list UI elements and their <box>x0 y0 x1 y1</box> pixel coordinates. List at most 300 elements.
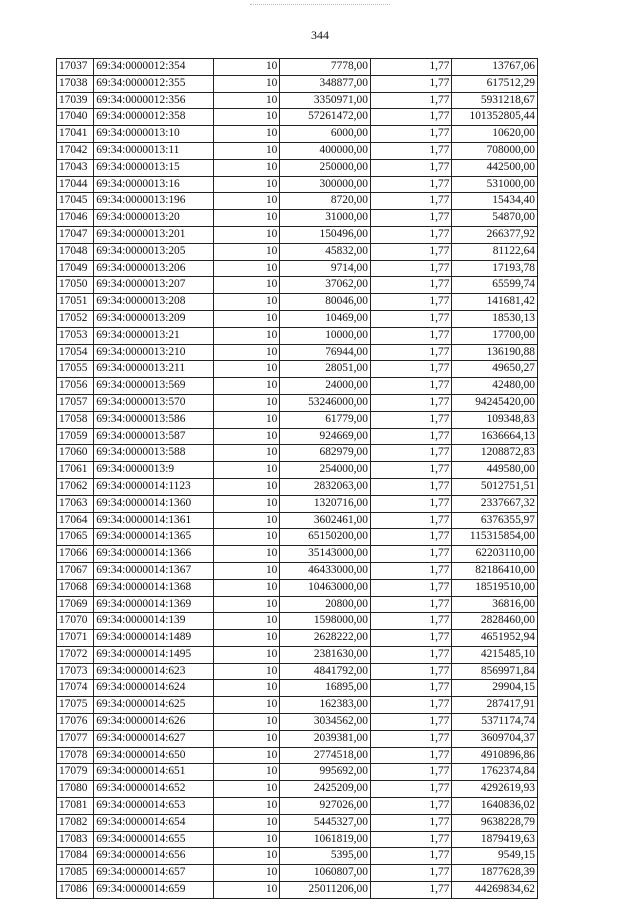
total-cell: 2828460,00 <box>452 613 538 630</box>
count-cell: 10 <box>213 277 279 294</box>
total-cell: 4292619,93 <box>452 781 538 798</box>
count-cell: 10 <box>213 546 279 563</box>
row-number: 17078 <box>57 747 94 764</box>
total-cell: 94245420,00 <box>452 394 538 411</box>
table-row <box>57 764 538 781</box>
rate-cell: 1,77 <box>370 478 452 495</box>
row-number: 17047 <box>57 226 94 243</box>
cadastral-number: 69:34:0000014:625 <box>94 697 214 714</box>
count-cell: 10 <box>213 394 279 411</box>
value-cell: 7778,00 <box>280 59 371 76</box>
cadastral-number: 69:34:0000013:208 <box>94 294 214 311</box>
table-row <box>57 714 538 731</box>
rate-cell: 1,77 <box>370 680 452 697</box>
table-row <box>57 411 538 428</box>
rate-cell: 1,77 <box>370 327 452 344</box>
rate-cell: 1,77 <box>370 714 452 731</box>
scan-artifact <box>250 4 390 9</box>
total-cell: 62203110,00 <box>452 546 538 563</box>
total-cell: 1879419,63 <box>452 831 538 848</box>
total-cell: 141681,42 <box>452 294 538 311</box>
count-cell: 10 <box>213 831 279 848</box>
row-number: 17058 <box>57 411 94 428</box>
row-number: 17084 <box>57 848 94 865</box>
row-number: 17062 <box>57 478 94 495</box>
row-number: 17055 <box>57 361 94 378</box>
value-cell: 924669,00 <box>280 428 371 445</box>
total-cell: 10620,00 <box>452 126 538 143</box>
value-cell: 3034562,00 <box>280 714 371 731</box>
cadastral-number: 69:34:0000014:1361 <box>94 512 214 529</box>
count-cell: 10 <box>213 697 279 714</box>
count-cell: 10 <box>213 159 279 176</box>
row-number: 17059 <box>57 428 94 445</box>
value-cell: 254000,00 <box>280 462 371 479</box>
total-cell: 1640836,02 <box>452 798 538 815</box>
rate-cell: 1,77 <box>370 630 452 647</box>
row-number: 17042 <box>57 142 94 159</box>
table-row <box>57 394 538 411</box>
count-cell: 10 <box>213 361 279 378</box>
row-number: 17051 <box>57 294 94 311</box>
row-number: 17083 <box>57 831 94 848</box>
count-cell: 10 <box>213 814 279 831</box>
value-cell: 2628222,00 <box>280 630 371 647</box>
total-cell: 1208872,83 <box>452 445 538 462</box>
row-number: 17066 <box>57 546 94 563</box>
cadastral-number: 69:34:0000013:11 <box>94 142 214 159</box>
rate-cell: 1,77 <box>370 411 452 428</box>
total-cell: 42480,00 <box>452 378 538 395</box>
row-number: 17038 <box>57 75 94 92</box>
row-number: 17075 <box>57 697 94 714</box>
cadastral-number: 69:34:0000012:355 <box>94 75 214 92</box>
value-cell: 3350971,00 <box>280 92 371 109</box>
total-cell: 15434,40 <box>452 193 538 210</box>
table-row <box>57 730 538 747</box>
rate-cell: 1,77 <box>370 646 452 663</box>
table-row <box>57 176 538 193</box>
rate-cell: 1,77 <box>370 428 452 445</box>
row-number: 17080 <box>57 781 94 798</box>
rate-cell: 1,77 <box>370 260 452 277</box>
rate-cell: 1,77 <box>370 92 452 109</box>
value-cell: 150496,00 <box>280 226 371 243</box>
value-cell: 53246000,00 <box>280 394 371 411</box>
rate-cell: 1,77 <box>370 344 452 361</box>
rate-cell: 1,77 <box>370 848 452 865</box>
total-cell: 1762374,84 <box>452 764 538 781</box>
table-row <box>57 142 538 159</box>
row-number: 17045 <box>57 193 94 210</box>
row-number: 17074 <box>57 680 94 697</box>
row-number: 17048 <box>57 243 94 260</box>
total-cell: 287417,91 <box>452 697 538 714</box>
row-number: 17064 <box>57 512 94 529</box>
cadastral-number: 69:34:0000014:1366 <box>94 546 214 563</box>
rate-cell: 1,77 <box>370 193 452 210</box>
row-number: 17071 <box>57 630 94 647</box>
cadastral-number: 69:34:0000014:655 <box>94 831 214 848</box>
cadastral-number: 69:34:0000013:569 <box>94 378 214 395</box>
row-number: 17054 <box>57 344 94 361</box>
count-cell: 10 <box>213 176 279 193</box>
table-row <box>57 193 538 210</box>
table-row <box>57 310 538 327</box>
count-cell: 10 <box>213 243 279 260</box>
row-number: 17052 <box>57 310 94 327</box>
count-cell: 10 <box>213 495 279 512</box>
row-number: 17049 <box>57 260 94 277</box>
cadastral-number: 69:34:0000014:1489 <box>94 630 214 647</box>
cadastral-number: 69:34:0000014:139 <box>94 613 214 630</box>
row-number: 17063 <box>57 495 94 512</box>
total-cell: 442500,00 <box>452 159 538 176</box>
cadastral-number: 69:34:0000013:9 <box>94 462 214 479</box>
table-row <box>57 126 538 143</box>
value-cell: 20800,00 <box>280 596 371 613</box>
cadastral-number: 69:34:0000013:206 <box>94 260 214 277</box>
count-cell: 10 <box>213 630 279 647</box>
total-cell: 136190,88 <box>452 344 538 361</box>
rate-cell: 1,77 <box>370 176 452 193</box>
count-cell: 10 <box>213 210 279 227</box>
total-cell: 9638228,79 <box>452 814 538 831</box>
total-cell: 6376355,97 <box>452 512 538 529</box>
value-cell: 5445327,00 <box>280 814 371 831</box>
count-cell: 10 <box>213 646 279 663</box>
rate-cell: 1,77 <box>370 495 452 512</box>
value-cell: 2425209,00 <box>280 781 371 798</box>
row-number: 17082 <box>57 814 94 831</box>
value-cell: 2832063,00 <box>280 478 371 495</box>
count-cell: 10 <box>213 59 279 76</box>
table-row <box>57 428 538 445</box>
count-cell: 10 <box>213 680 279 697</box>
cadastral-number: 69:34:0000013:21 <box>94 327 214 344</box>
value-cell: 9714,00 <box>280 260 371 277</box>
row-number: 17072 <box>57 646 94 663</box>
cadastral-number: 69:34:0000012:354 <box>94 59 214 76</box>
total-cell: 18519510,00 <box>452 579 538 596</box>
value-cell: 4841792,00 <box>280 663 371 680</box>
count-cell: 10 <box>213 109 279 126</box>
count-cell: 10 <box>213 92 279 109</box>
rate-cell: 1,77 <box>370 697 452 714</box>
count-cell: 10 <box>213 75 279 92</box>
table-row <box>57 378 538 395</box>
total-cell: 13767,06 <box>452 59 538 76</box>
value-cell: 45832,00 <box>280 243 371 260</box>
table-row <box>57 243 538 260</box>
cadastral-number: 69:34:0000014:1367 <box>94 562 214 579</box>
total-cell: 4651952,94 <box>452 630 538 647</box>
table-row <box>57 260 538 277</box>
cadastral-number: 69:34:0000014:1495 <box>94 646 214 663</box>
row-number: 17053 <box>57 327 94 344</box>
table-row <box>57 294 538 311</box>
value-cell: 65150200,00 <box>280 529 371 546</box>
row-number: 17073 <box>57 663 94 680</box>
value-cell: 2039381,00 <box>280 730 371 747</box>
rate-cell: 1,77 <box>370 663 452 680</box>
value-cell: 6000,00 <box>280 126 371 143</box>
rate-cell: 1,77 <box>370 562 452 579</box>
cadastral-number: 69:34:0000014:1365 <box>94 529 214 546</box>
cadastral-table <box>56 58 538 899</box>
table-row <box>57 210 538 227</box>
count-cell: 10 <box>213 462 279 479</box>
value-cell: 61779,00 <box>280 411 371 428</box>
rate-cell: 1,77 <box>370 882 452 899</box>
table-row <box>57 663 538 680</box>
count-cell: 10 <box>213 310 279 327</box>
rate-cell: 1,77 <box>370 747 452 764</box>
table-body <box>57 59 538 899</box>
count-cell: 10 <box>213 411 279 428</box>
count-cell: 10 <box>213 730 279 747</box>
table-row <box>57 277 538 294</box>
table-row <box>57 562 538 579</box>
page-number: 344 <box>311 28 329 42</box>
count-cell: 10 <box>213 663 279 680</box>
value-cell: 682979,00 <box>280 445 371 462</box>
table-row <box>57 344 538 361</box>
value-cell: 5395,00 <box>280 848 371 865</box>
cadastral-number: 69:34:0000013:211 <box>94 361 214 378</box>
table-row <box>57 59 538 76</box>
rate-cell: 1,77 <box>370 512 452 529</box>
count-cell: 10 <box>213 764 279 781</box>
value-cell: 1060807,00 <box>280 865 371 882</box>
count-cell: 10 <box>213 478 279 495</box>
total-cell: 708000,00 <box>452 142 538 159</box>
value-cell: 1061819,00 <box>280 831 371 848</box>
value-cell: 1320716,00 <box>280 495 371 512</box>
value-cell: 3602461,00 <box>280 512 371 529</box>
cadastral-number: 69:34:0000014:1123 <box>94 478 214 495</box>
row-number: 17060 <box>57 445 94 462</box>
total-cell: 8569971,84 <box>452 663 538 680</box>
table-row <box>57 646 538 663</box>
table-row <box>57 75 538 92</box>
cadastral-number: 69:34:0000014:650 <box>94 747 214 764</box>
cadastral-number: 69:34:0000014:659 <box>94 882 214 899</box>
table-row <box>57 848 538 865</box>
count-cell: 10 <box>213 747 279 764</box>
total-cell: 266377,92 <box>452 226 538 243</box>
table-row <box>57 781 538 798</box>
total-cell: 54870,00 <box>452 210 538 227</box>
count-cell: 10 <box>213 512 279 529</box>
count-cell: 10 <box>213 294 279 311</box>
count-cell: 10 <box>213 445 279 462</box>
cadastral-number: 69:34:0000013:209 <box>94 310 214 327</box>
row-number: 17043 <box>57 159 94 176</box>
value-cell: 2381630,00 <box>280 646 371 663</box>
cadastral-number: 69:34:0000013:205 <box>94 243 214 260</box>
value-cell: 10463000,00 <box>280 579 371 596</box>
rate-cell: 1,77 <box>370 596 452 613</box>
value-cell: 995692,00 <box>280 764 371 781</box>
row-number: 17065 <box>57 529 94 546</box>
rate-cell: 1,77 <box>370 159 452 176</box>
cadastral-number: 69:34:0000014:624 <box>94 680 214 697</box>
total-cell: 4910896,86 <box>452 747 538 764</box>
rate-cell: 1,77 <box>370 798 452 815</box>
cadastral-number: 69:34:0000012:358 <box>94 109 214 126</box>
table-row <box>57 579 538 596</box>
table-row <box>57 92 538 109</box>
cadastral-number: 69:34:0000013:196 <box>94 193 214 210</box>
rate-cell: 1,77 <box>370 394 452 411</box>
count-cell: 10 <box>213 344 279 361</box>
total-cell: 44269834,62 <box>452 882 538 899</box>
cadastral-number: 69:34:0000013:586 <box>94 411 214 428</box>
value-cell: 76944,00 <box>280 344 371 361</box>
row-number: 17085 <box>57 865 94 882</box>
count-cell: 10 <box>213 714 279 731</box>
rate-cell: 1,77 <box>370 546 452 563</box>
total-cell: 17193,78 <box>452 260 538 277</box>
rate-cell: 1,77 <box>370 579 452 596</box>
rate-cell: 1,77 <box>370 730 452 747</box>
count-cell: 10 <box>213 260 279 277</box>
cadastral-number: 69:34:0000013:201 <box>94 226 214 243</box>
row-number: 17037 <box>57 59 94 76</box>
table-row <box>57 680 538 697</box>
table-row <box>57 109 538 126</box>
total-cell: 17700,00 <box>452 327 538 344</box>
rate-cell: 1,77 <box>370 109 452 126</box>
row-number: 17076 <box>57 714 94 731</box>
cadastral-number: 69:34:0000014:657 <box>94 865 214 882</box>
rate-cell: 1,77 <box>370 142 452 159</box>
count-cell: 10 <box>213 226 279 243</box>
total-cell: 18530,13 <box>452 310 538 327</box>
table-row <box>57 697 538 714</box>
value-cell: 400000,00 <box>280 142 371 159</box>
rate-cell: 1,77 <box>370 75 452 92</box>
value-cell: 35143000,00 <box>280 546 371 563</box>
table-row <box>57 445 538 462</box>
total-cell: 29904,15 <box>452 680 538 697</box>
table-row <box>57 361 538 378</box>
rate-cell: 1,77 <box>370 865 452 882</box>
total-cell: 49650,27 <box>452 361 538 378</box>
value-cell: 46433000,00 <box>280 562 371 579</box>
rate-cell: 1,77 <box>370 126 452 143</box>
total-cell: 4215485,10 <box>452 646 538 663</box>
count-cell: 10 <box>213 562 279 579</box>
row-number: 17077 <box>57 730 94 747</box>
rate-cell: 1,77 <box>370 613 452 630</box>
row-number: 17056 <box>57 378 94 395</box>
value-cell: 24000,00 <box>280 378 371 395</box>
total-cell: 81122,64 <box>452 243 538 260</box>
count-cell: 10 <box>213 193 279 210</box>
rate-cell: 1,77 <box>370 59 452 76</box>
rate-cell: 1,77 <box>370 764 452 781</box>
total-cell: 617512,29 <box>452 75 538 92</box>
value-cell: 31000,00 <box>280 210 371 227</box>
cadastral-number: 69:34:0000013:207 <box>94 277 214 294</box>
table-row <box>57 814 538 831</box>
count-cell: 10 <box>213 428 279 445</box>
rate-cell: 1,77 <box>370 831 452 848</box>
total-cell: 65599,74 <box>452 277 538 294</box>
total-cell: 109348,83 <box>452 411 538 428</box>
row-number: 17070 <box>57 613 94 630</box>
rate-cell: 1,77 <box>370 243 452 260</box>
rate-cell: 1,77 <box>370 277 452 294</box>
cadastral-number: 69:34:0000013:20 <box>94 210 214 227</box>
value-cell: 10469,00 <box>280 310 371 327</box>
cadastral-number: 69:34:0000013:210 <box>94 344 214 361</box>
total-cell: 82186410,00 <box>452 562 538 579</box>
count-cell: 10 <box>213 882 279 899</box>
count-cell: 10 <box>213 596 279 613</box>
count-cell: 10 <box>213 126 279 143</box>
row-number: 17061 <box>57 462 94 479</box>
value-cell: 57261472,00 <box>280 109 371 126</box>
cadastral-number: 69:34:0000013:16 <box>94 176 214 193</box>
value-cell: 28051,00 <box>280 361 371 378</box>
total-cell: 1636664,13 <box>452 428 538 445</box>
count-cell: 10 <box>213 378 279 395</box>
total-cell: 36816,00 <box>452 596 538 613</box>
rate-cell: 1,77 <box>370 462 452 479</box>
total-cell: 5012751,51 <box>452 478 538 495</box>
table-row <box>57 546 538 563</box>
cadastral-number: 69:34:0000013:570 <box>94 394 214 411</box>
value-cell: 25011206,00 <box>280 882 371 899</box>
value-cell: 348877,00 <box>280 75 371 92</box>
total-cell: 5931218,67 <box>452 92 538 109</box>
rate-cell: 1,77 <box>370 294 452 311</box>
cadastral-number: 69:34:0000014:656 <box>94 848 214 865</box>
total-cell: 531000,00 <box>452 176 538 193</box>
table-row <box>57 747 538 764</box>
table-row <box>57 630 538 647</box>
row-number: 17068 <box>57 579 94 596</box>
cadastral-number: 69:34:0000013:15 <box>94 159 214 176</box>
table-row <box>57 882 538 899</box>
row-number: 17067 <box>57 562 94 579</box>
rate-cell: 1,77 <box>370 781 452 798</box>
value-cell: 10000,00 <box>280 327 371 344</box>
count-cell: 10 <box>213 327 279 344</box>
rate-cell: 1,77 <box>370 310 452 327</box>
value-cell: 2774518,00 <box>280 747 371 764</box>
table-row <box>57 798 538 815</box>
row-number: 17057 <box>57 394 94 411</box>
table-row <box>57 831 538 848</box>
cadastral-number: 69:34:0000014:653 <box>94 798 214 815</box>
value-cell: 37062,00 <box>280 277 371 294</box>
cadastral-number: 69:34:0000013:10 <box>94 126 214 143</box>
count-cell: 10 <box>213 798 279 815</box>
row-number: 17041 <box>57 126 94 143</box>
value-cell: 300000,00 <box>280 176 371 193</box>
cadastral-number: 69:34:0000014:626 <box>94 714 214 731</box>
count-cell: 10 <box>213 848 279 865</box>
table-row <box>57 159 538 176</box>
row-number: 17046 <box>57 210 94 227</box>
table-row <box>57 613 538 630</box>
value-cell: 162383,00 <box>280 697 371 714</box>
count-cell: 10 <box>213 865 279 882</box>
